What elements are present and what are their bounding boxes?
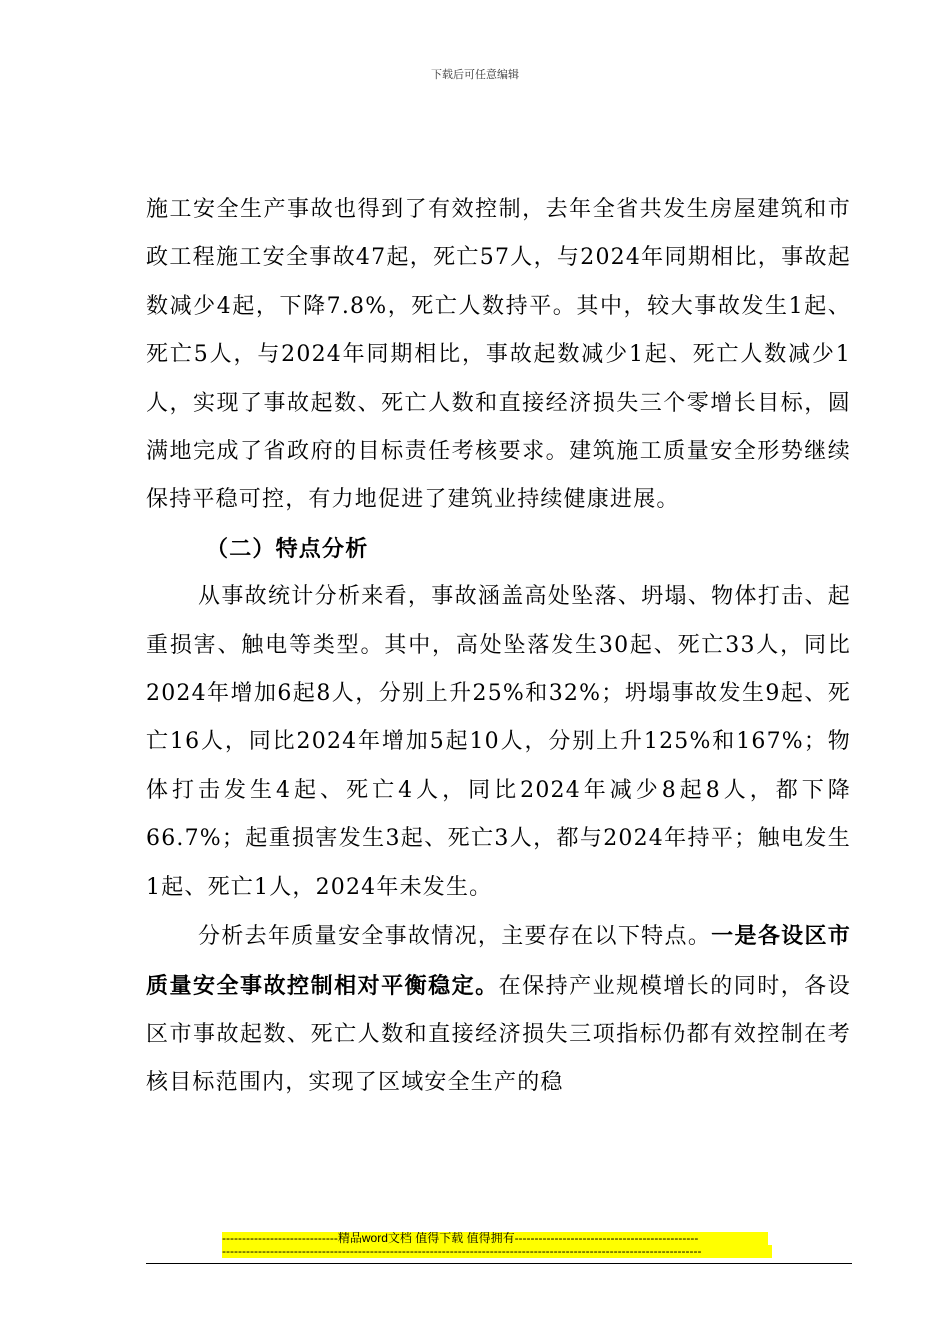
footer-divider	[146, 1263, 852, 1264]
document-body	[146, 186, 851, 1108]
header-note: 下载后可任意编辑	[431, 68, 519, 81]
characteristics-point-one: 一是各设区市质量安全事故控制相对平衡稳定。	[146, 923, 852, 999]
paragraph-characteristics	[146, 912, 851, 1108]
footer-watermark	[222, 1232, 772, 1258]
characteristics-detail: 在保持产业规模增长的同时，各设区市事故起数、死亡人数和直接经济损失三项指标仍都有效控制在考核目标范围内，实现了区域安全生产的稳	[146, 973, 851, 1096]
footer-line-1: -----------------------------精品word文档 值得下载 值得拥有----------------------------------------------	[222, 1232, 768, 1245]
footer-line-2: ------------------------------------------------------------------------------------------------------------------------	[222, 1245, 772, 1258]
paragraph-accident-control: 施工安全生产事故也得到了有效控制，去年全省共发生房屋建筑和市政工程施工安全事故47起，死亡57人，与2024年同期相比，事故起数减少4起，下降7.8%，死亡人数持平。其中，较大事故发生1起、死亡5人，与2024年同期相比，事故起数减少1起、死亡人数减少1人，实现了事故起数、死亡人数和直接经济损失三个零增长目标，圆满地完成了省政府的目标责任考核要求。建筑施工质量安全形势继续保持平稳可控，有力地促进了建筑业持续健康进展。	[146, 197, 851, 513]
section-heading-characteristics: （二）特点分析	[206, 535, 369, 562]
characteristics-intro: 分析去年质量安全事故情况，主要存在以下特点。	[198, 924, 712, 950]
paragraph-accident-statistics: 从事故统计分析来看，事故涵盖高处坠落、坍塌、物体打击、起重损害、触电等类型。其中，高处坠落发生30起、死亡33人，同比2024年增加6起8人，分别上升25%和32%；坍塌事故发生9起、死亡16人，同比2024年增加5起10人，分别上升125%和167%；物体打击发生4起、死亡4人，同比2024年减少8起8人，都下降66.7%；起重损害发生3起、死亡3人，都与2024年持平；触电发生1起、死亡1人，2024年未发生。	[146, 584, 851, 900]
